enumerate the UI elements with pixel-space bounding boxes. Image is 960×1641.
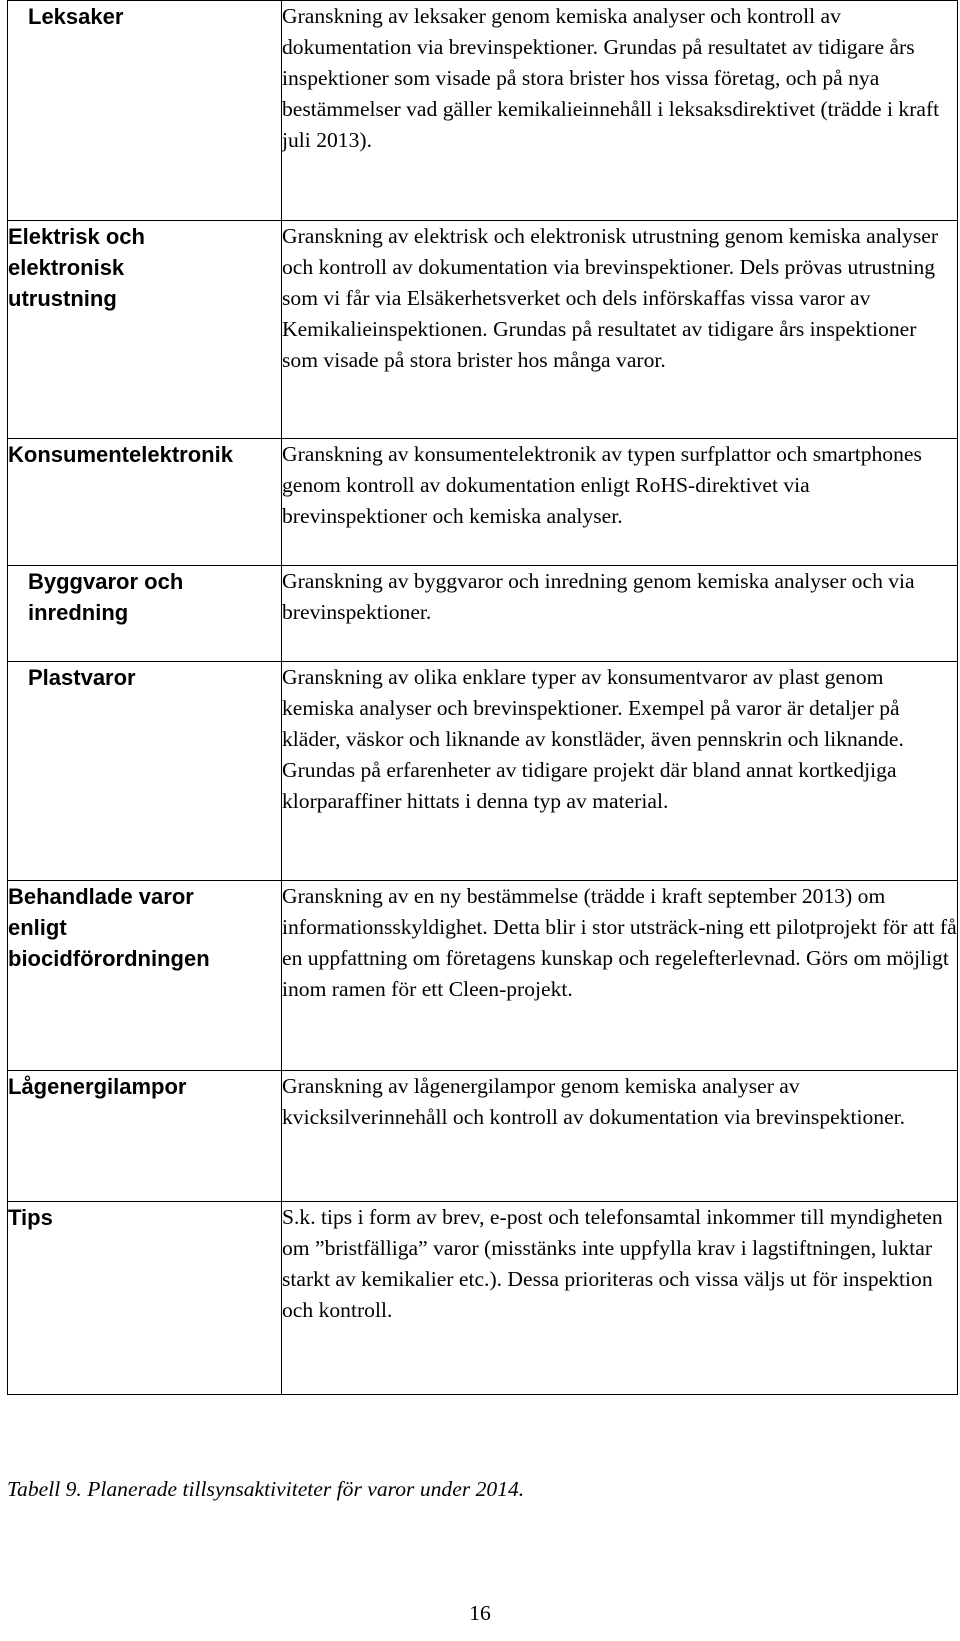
table-row xyxy=(8,566,958,662)
description-text: Granskning av elektrisk och elektronisk utrustning genom kemiska analyser och kontroll av dokumentation via brevinspektioner. Dels prövas utrustning som vi får via Elsäkerhetsverket och dels införskaffas vissa varor av Kemikalieinspektionen. Grundas på resultatet av tidigare års inspektioner som visade på stora brister hos många varor. xyxy=(282,224,939,372)
category-label: Elektrisk och elektronisk utrustning xyxy=(8,224,145,311)
description-cell xyxy=(282,1,958,221)
category-label: Plastvaror xyxy=(28,665,136,690)
table-row xyxy=(8,1202,958,1395)
category-cell xyxy=(8,662,282,881)
table-row xyxy=(8,221,958,439)
description-cell xyxy=(282,1071,958,1202)
description-cell xyxy=(282,439,958,566)
description-text: Granskning av byggvaror och inredning genom kemiska analyser och via brevinspektioner. xyxy=(282,569,915,624)
category-label: Byggvaror och inredning xyxy=(28,569,184,625)
category-label: Behandlade varor enligt biocidförordningen xyxy=(8,884,210,971)
table-row xyxy=(8,881,958,1071)
description-text: Granskning av konsumentelektronik av typen surfplattor och smartphones genom kontroll av dokumentation enligt RoHS-direktivet via brevinspektioner och kemiska analyser. xyxy=(282,442,922,528)
table-row xyxy=(8,1071,958,1202)
category-label: Lågenergilampor xyxy=(8,1074,187,1099)
category-label: Leksaker xyxy=(28,4,124,29)
table-row xyxy=(8,1,958,221)
activities-table xyxy=(7,0,958,1395)
category-cell xyxy=(8,881,282,1071)
category-cell xyxy=(8,1202,282,1395)
description-cell xyxy=(282,1202,958,1395)
page-number: 16 xyxy=(469,1601,491,1625)
description-cell xyxy=(282,662,958,881)
description-text: Granskning av en ny bestämmelse (trädde i kraft september 2013) om informationsskyldighet. Detta blir i stor utsträck-ning ett pilotprojekt för att få en uppfattning om företagens kunskap och regelefterlevnad. Görs om möjligt inom ramen för ett Cleen-projekt. xyxy=(282,884,957,1001)
category-cell xyxy=(8,566,282,662)
description-cell xyxy=(282,221,958,439)
category-label: Konsumentelektronik xyxy=(8,442,233,467)
category-cell xyxy=(8,1,282,221)
description-text: Granskning av leksaker genom kemiska analyser och kontroll av dokumentation via brevinspektioner. Grundas på resultatet av tidigare års inspektioner som visade på stora brister hos vissa företag, och på nya bestämmelser vad gäller kemikalieinnehåll i leksaksdirektivet (trädde i kraft juli 2013). xyxy=(282,4,940,152)
category-cell xyxy=(8,439,282,566)
category-label: Tips xyxy=(8,1205,53,1230)
category-cell xyxy=(8,221,282,439)
table-caption: Tabell 9. Planerade tillsynsaktiviteter för varor under 2014. xyxy=(7,1477,525,1501)
description-cell xyxy=(282,881,958,1071)
description-text: S.k. tips i form av brev, e-post och telefonsamtal inkommer till myndigheten om ”bristfälliga” varor (misstänks inte uppfylla krav i lagstiftningen, luktar starkt av kemikalier etc.). Dessa prioriteras och vissa väljs ut för inspektion och kontroll. xyxy=(282,1205,943,1322)
table-row xyxy=(8,439,958,566)
category-cell xyxy=(8,1071,282,1202)
table-row xyxy=(8,662,958,881)
description-text: Granskning av lågenergilampor genom kemiska analyser av kvicksilverinnehåll och kontroll av dokumentation via brevinspektioner. xyxy=(282,1074,906,1129)
description-text: Granskning av olika enklare typer av konsumentvaror av plast genom kemiska analyser och brevinspektioner. Exempel på varor är detaljer på kläder, väskor och liknande av konstläder, även pennskrin och liknande. Grundas på erfarenheter av tidigare projekt där bland annat kortkedjiga klorparaffiner hittats i denna typ av material. xyxy=(282,665,904,813)
description-cell xyxy=(282,566,958,662)
